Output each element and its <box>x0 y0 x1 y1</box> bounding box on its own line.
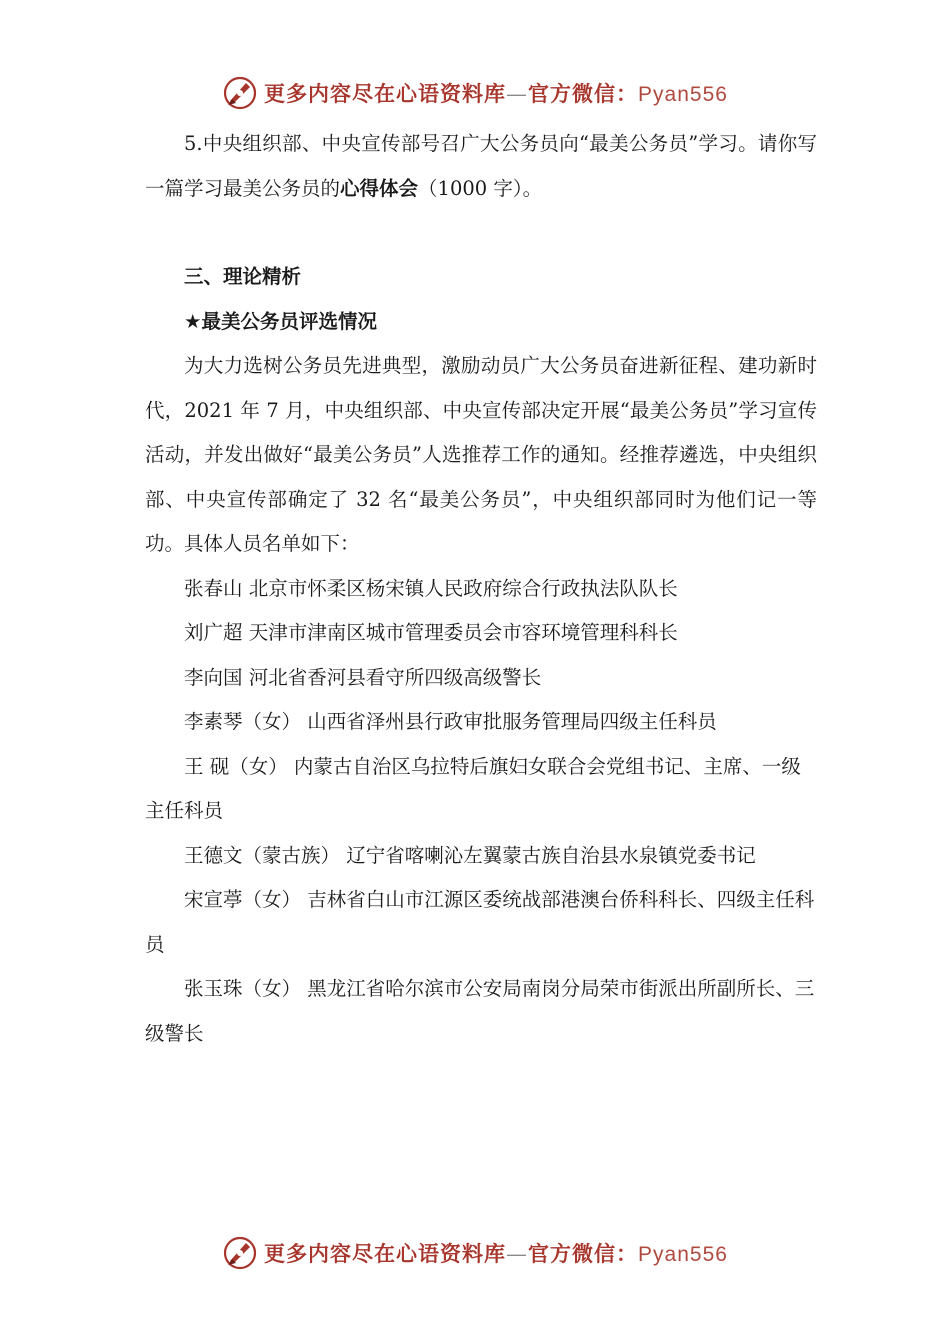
intro-paragraph: 为大力选树公务员先进典型，激励动员广大公务员奋进新征程、建功新时代，2021 年 7 月，中央组织部、中央宣传部决定开展“最美公务员”学习宣传活动，并发出做好“最美公务员”人选推荐工作的通知。经推荐遴选，中央组织部、中央宣传部确定了 32 名“最美公务员”，中央组织部同时为他们记一等功。具体人员名单如下： <box>145 354 817 555</box>
person-entry: 宋宣葶（女） 吉林省白山市江源区委统战部港澳台侨科科长、四级主任科员 <box>145 888 815 956</box>
banner-main-text: 更多内容尽在心语资料库 <box>264 81 507 106</box>
person-entry: 张玉珠（女） 黑龙江省哈尔滨市公安局南岗分局荣市街派出所副所长、三级警长 <box>145 977 815 1045</box>
banner-handle: Pyan556 <box>638 83 728 106</box>
spacer <box>145 211 817 255</box>
banner-dash: — <box>506 82 529 106</box>
question-text: 5.中央组织部、中央宣传部号召广大公务员向“最美公务员”学习。请你写一篇学习最美公务员的 <box>145 132 817 200</box>
banner-text <box>264 1238 728 1268</box>
pen-logo-icon <box>222 75 258 111</box>
question-suffix: （1000 字）。 <box>418 176 543 200</box>
person-entry: 王德文（蒙古族） 辽宁省喀喇沁左翼蒙古族自治县水泉镇党委书记 <box>184 843 756 867</box>
document-body <box>145 122 817 1056</box>
banner-text <box>264 78 728 108</box>
person-entry: 李素琴（女） 山西省泽州县行政审批服务管理局四级主任科员 <box>184 710 717 733</box>
banner-dash: — <box>506 1242 529 1266</box>
question-emphasis: 心得体会 <box>340 176 419 200</box>
header-banner <box>0 68 950 118</box>
person-entry: 李向国 河北省香河县看守所四级高级警长 <box>184 665 542 689</box>
person-entry: 刘广超 天津市津南区城市管理委员会市容环境管理科科长 <box>184 621 678 644</box>
person-entry: 王 砚（女） 内蒙古自治区乌拉特后旗妇女联合会党组书记、主席、一级主任科员 <box>145 754 801 822</box>
banner-handle: Pyan556 <box>638 1243 728 1266</box>
banner-main-text: 更多内容尽在心语资料库 <box>264 1241 507 1266</box>
pen-logo-icon <box>222 1235 258 1271</box>
footer-banner <box>0 1228 950 1278</box>
section-heading: 三、理论精析 <box>184 265 302 288</box>
question-paragraph <box>145 122 817 211</box>
person-entry: 张春山 北京市怀柔区杨宋镇人民政府综合行政执法队队长 <box>184 576 678 600</box>
banner-wechat-label: 官方微信： <box>528 1241 639 1266</box>
section-subheading: ★最美公务员评选情况 <box>184 309 377 333</box>
banner-wechat-label: 官方微信： <box>528 81 639 106</box>
